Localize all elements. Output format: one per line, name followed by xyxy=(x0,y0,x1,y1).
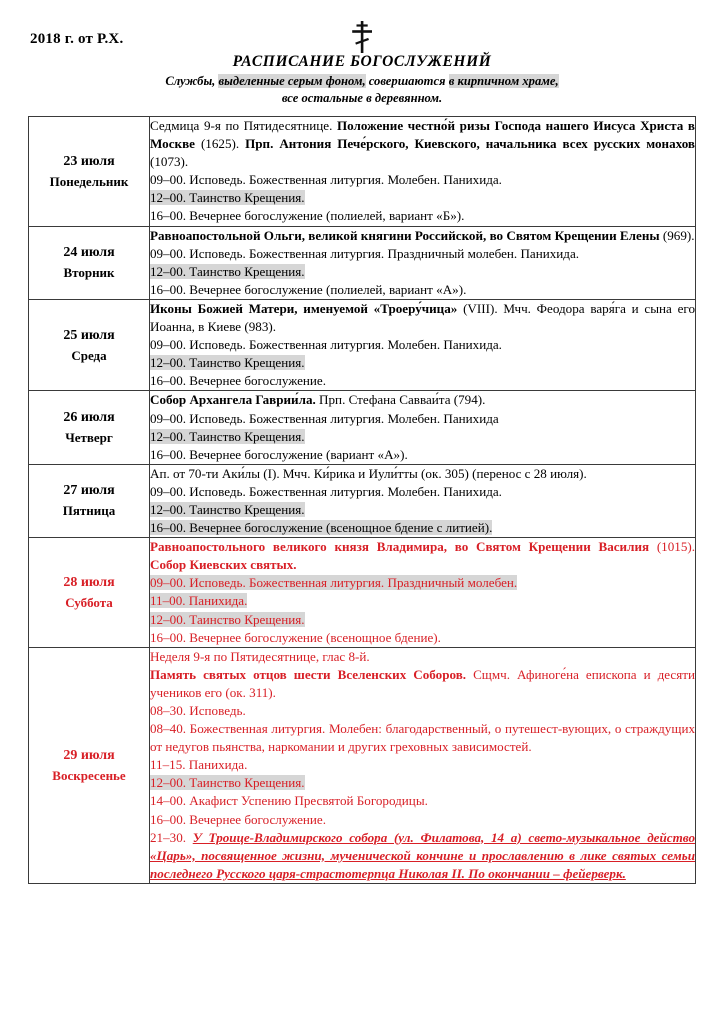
service-feast-name-2: Собор Киевских святых. xyxy=(150,557,297,573)
service-list-cell xyxy=(150,647,696,883)
day-cell xyxy=(29,647,150,883)
subtitle-line-2: все остальные в деревянном. xyxy=(281,91,443,105)
service-text: 11–00. Панихида. xyxy=(150,593,248,609)
service-line-content xyxy=(150,667,695,700)
service-time-prefix: 21–30. xyxy=(150,829,193,845)
service-line xyxy=(150,281,695,299)
service-line-content xyxy=(150,172,502,187)
table-row xyxy=(29,117,696,227)
year-label: 2018 г. от Р.Х. xyxy=(30,31,124,47)
service-text: Неделя 9-я по Пятидесятнице, глас 8-й. xyxy=(150,648,370,664)
service-line-content xyxy=(150,539,695,572)
service-list-cell xyxy=(150,226,696,299)
service-line-content xyxy=(150,593,247,608)
table-row xyxy=(29,299,696,390)
service-line xyxy=(150,829,695,883)
service-line xyxy=(150,483,695,501)
service-line-content xyxy=(150,264,305,279)
day-weekday: Воскресенье xyxy=(52,767,126,783)
service-text: 16–00. Вечернее богослужение. xyxy=(150,373,326,389)
service-text: 16–00. Вечернее богослужение (вариант «А»). xyxy=(150,446,408,462)
service-feast-name: Собор Архангела Гаврии́ла. xyxy=(150,392,316,408)
service-line-content xyxy=(150,630,441,645)
subtitle-highlight-1: выделенные серым фоном, xyxy=(218,74,366,88)
service-text: 16–00. Вечернее богослужение. xyxy=(150,811,326,827)
service-line xyxy=(150,538,695,574)
service-line-content xyxy=(150,649,370,664)
title-block xyxy=(0,52,724,107)
service-text-tail: (1625). xyxy=(194,136,246,152)
service-line xyxy=(150,811,695,829)
service-line-content xyxy=(150,447,408,462)
service-line xyxy=(150,592,695,610)
service-line-content xyxy=(150,429,305,444)
subtitle-highlight-2: в кирпичном храме, xyxy=(448,74,559,88)
service-line xyxy=(150,263,695,281)
service-line-content xyxy=(150,228,695,243)
service-feast-name: Равноапостольной Ольги, великой княгини Российской, во Святом Крещении Елены xyxy=(150,227,660,243)
day-date: 24 июля xyxy=(63,245,115,261)
service-text: 14–00. Акафист Успению Пресвятой Богородицы. xyxy=(150,793,428,809)
service-line-content xyxy=(150,190,305,205)
service-line-content xyxy=(150,208,464,223)
service-text: 09–00. Исповедь. Божественная литургия. Молебен. Панихида. xyxy=(150,172,502,188)
service-line xyxy=(150,629,695,647)
service-line-content xyxy=(150,830,695,881)
table-row xyxy=(29,391,696,464)
service-line xyxy=(150,410,695,428)
service-text: 09–00. Исповедь. Божественная литургия. Молебен. Панихида. xyxy=(150,337,502,353)
service-line-content xyxy=(150,520,492,535)
service-line xyxy=(150,574,695,592)
day-cell xyxy=(29,391,150,464)
day-weekday: Пятница xyxy=(62,503,116,519)
page-title: РАСПИСАНИЕ БОГОСЛУЖЕНИЙ xyxy=(232,53,492,70)
service-feast-name: Память святых отцов шести Вселенских Соборов. xyxy=(150,666,467,682)
service-text-tail: (969). xyxy=(659,227,695,243)
service-line xyxy=(150,756,695,774)
service-text: 16–00. Вечернее богослужение (всенощное бдение с литией). xyxy=(150,520,493,536)
service-announcement: У Троице-Владимирского собора (ул. Филатова, 14 а) свето-музыкальное действо «Царь», посвященное жизни, мученической кончине и прославлению в лике святых семьи последнего Русского царя-страстотерпца Николая II. По окончании – фейерверк. xyxy=(150,829,695,881)
day-weekday: Суббота xyxy=(65,594,113,610)
service-line xyxy=(150,648,695,666)
service-text: 09–00. Исповедь. Божественная литургия. Праздничный молебен. xyxy=(150,575,518,591)
service-feast-name: Положение честно́й ризы Господа нашего Иисуса Христа в Москве xyxy=(150,118,696,152)
service-line-content xyxy=(150,812,326,827)
service-line-content xyxy=(150,721,695,754)
service-text-tail: (1015). xyxy=(649,539,695,555)
service-list-cell xyxy=(150,391,696,464)
service-line xyxy=(150,207,695,225)
service-text: 16–00. Вечернее богослужение (всенощное бдение). xyxy=(150,629,441,645)
service-list-cell xyxy=(150,464,696,537)
day-date: 25 июля xyxy=(63,327,115,343)
service-line xyxy=(150,428,695,446)
service-line xyxy=(150,245,695,263)
subtitle xyxy=(0,73,724,107)
service-list-cell xyxy=(150,538,696,648)
service-line xyxy=(150,792,695,810)
service-list-cell xyxy=(150,117,696,227)
day-cell xyxy=(29,299,150,390)
service-text: 09–00. Исповедь. Божественная литургия. Праздничный молебен. Панихида. xyxy=(150,245,580,261)
orthodox-cross-icon xyxy=(0,20,724,54)
day-date: 29 июля xyxy=(63,747,115,763)
day-weekday: Среда xyxy=(71,347,107,363)
service-line-content xyxy=(150,502,305,517)
service-line xyxy=(150,372,695,390)
day-weekday: Четверг xyxy=(65,430,113,446)
service-text: 09–00. Исповедь. Божественная литургия. Молебен. Панихида xyxy=(150,410,499,426)
day-date: 26 июля xyxy=(63,410,115,426)
day-date: 23 июля xyxy=(63,153,115,169)
service-line xyxy=(150,189,695,207)
service-text: 08–30. Исповедь. xyxy=(150,703,246,718)
service-feast-name-2: Прп. Антония Пече́рского, Киевского, начальника всех русских монахов xyxy=(245,136,695,152)
schedule-table xyxy=(28,116,696,884)
service-line-content xyxy=(150,337,502,352)
day-date: 27 июля xyxy=(63,483,115,499)
service-line xyxy=(150,666,695,702)
service-line-content xyxy=(150,484,502,499)
service-line-content xyxy=(150,466,587,481)
service-line xyxy=(150,171,695,189)
day-cell xyxy=(29,464,150,537)
table-row xyxy=(29,538,696,648)
service-line-content xyxy=(150,703,246,718)
service-line-content xyxy=(150,612,305,627)
service-line xyxy=(150,611,695,629)
service-line-content xyxy=(150,575,517,590)
service-line xyxy=(150,227,695,245)
service-line xyxy=(150,702,695,720)
service-text: 12–00. Таинство Крещения. xyxy=(150,611,305,627)
service-text: 16–00. Вечернее богослужение (полиелей, вариант «А»). xyxy=(150,281,467,297)
service-text: Ап. от 70-ти Аки́лы (I). Мчч. Ки́рика и Иули́тты (ок. 305) (перенос с 28 июля). xyxy=(150,465,587,481)
service-line xyxy=(150,774,695,792)
service-line xyxy=(150,300,695,336)
service-line-content xyxy=(150,355,305,370)
service-feast-name: Иконы Божией Матери, именуемой «Троеру́чица» xyxy=(150,300,458,316)
service-text: 12–00. Таинство Крещения. xyxy=(150,428,305,444)
service-line-content xyxy=(150,411,499,426)
table-row xyxy=(29,647,696,883)
service-line-content xyxy=(150,282,466,297)
subtitle-part-2: совершаются xyxy=(365,74,449,88)
service-text-tail: Сщмч. Афиноге́на епископа и десяти учеников его (ок. 311). xyxy=(150,666,695,700)
table-row xyxy=(29,464,696,537)
service-line-content xyxy=(150,775,305,790)
service-text: 12–00. Таинство Крещения. xyxy=(150,190,305,206)
service-line xyxy=(150,336,695,354)
service-line xyxy=(150,391,695,409)
day-cell xyxy=(29,226,150,299)
service-text: 12–00. Таинство Крещения. xyxy=(150,263,305,279)
service-line-content xyxy=(150,118,695,169)
service-text: 12–00. Таинство Крещения. xyxy=(150,355,305,371)
service-text: 12–00. Таинство Крещения. xyxy=(150,775,305,791)
day-cell xyxy=(29,538,150,648)
service-line xyxy=(150,720,695,756)
day-weekday: Вторник xyxy=(63,265,115,281)
service-line-content xyxy=(150,373,326,388)
service-list-cell xyxy=(150,299,696,390)
service-text: 12–00. Таинство Крещения. xyxy=(150,501,305,517)
service-line xyxy=(150,446,695,464)
service-line xyxy=(150,354,695,372)
service-text: 09–00. Исповедь. Божественная литургия. Молебен. Панихида. xyxy=(150,483,502,499)
service-text: 08–40. Божественная литургия. Молебен: благодарственный, о путешест-вующих, о страждущих от недугов пьянства, наркомании и других греховных зависимостей. xyxy=(150,721,695,755)
service-feast-name: Равноапостольного великого князя Владимира, во Святом Крещении Василия xyxy=(150,539,650,555)
service-line-content xyxy=(150,392,485,407)
subtitle-part-1: Службы, xyxy=(165,74,219,88)
service-text: 16–00. Вечернее богослужение (полиелей, вариант «Б»). xyxy=(150,208,465,224)
service-line xyxy=(150,519,695,537)
service-line xyxy=(150,465,695,483)
service-line xyxy=(150,501,695,519)
service-text: Седмица 9-я по Пятидесятнице. xyxy=(150,118,337,133)
service-line-content xyxy=(150,246,579,261)
service-text-tail: Прп. Стефана Савваи́та (794). xyxy=(315,392,486,408)
service-line-content xyxy=(150,301,695,334)
service-line-content xyxy=(150,757,247,772)
day-weekday: Понедельник xyxy=(49,173,129,189)
service-text-tail-2: (1073). xyxy=(150,154,189,170)
day-date: 28 июля xyxy=(63,574,115,590)
table-row xyxy=(29,226,696,299)
service-line-content xyxy=(150,793,428,808)
day-cell xyxy=(29,117,150,227)
service-text-tail: (VIII). Мчч. Феодора варя́га и сына его Иоанна, в Киеве (983). xyxy=(150,300,695,335)
service-text: 11–15. Панихида. xyxy=(150,757,248,773)
service-line xyxy=(150,117,695,171)
